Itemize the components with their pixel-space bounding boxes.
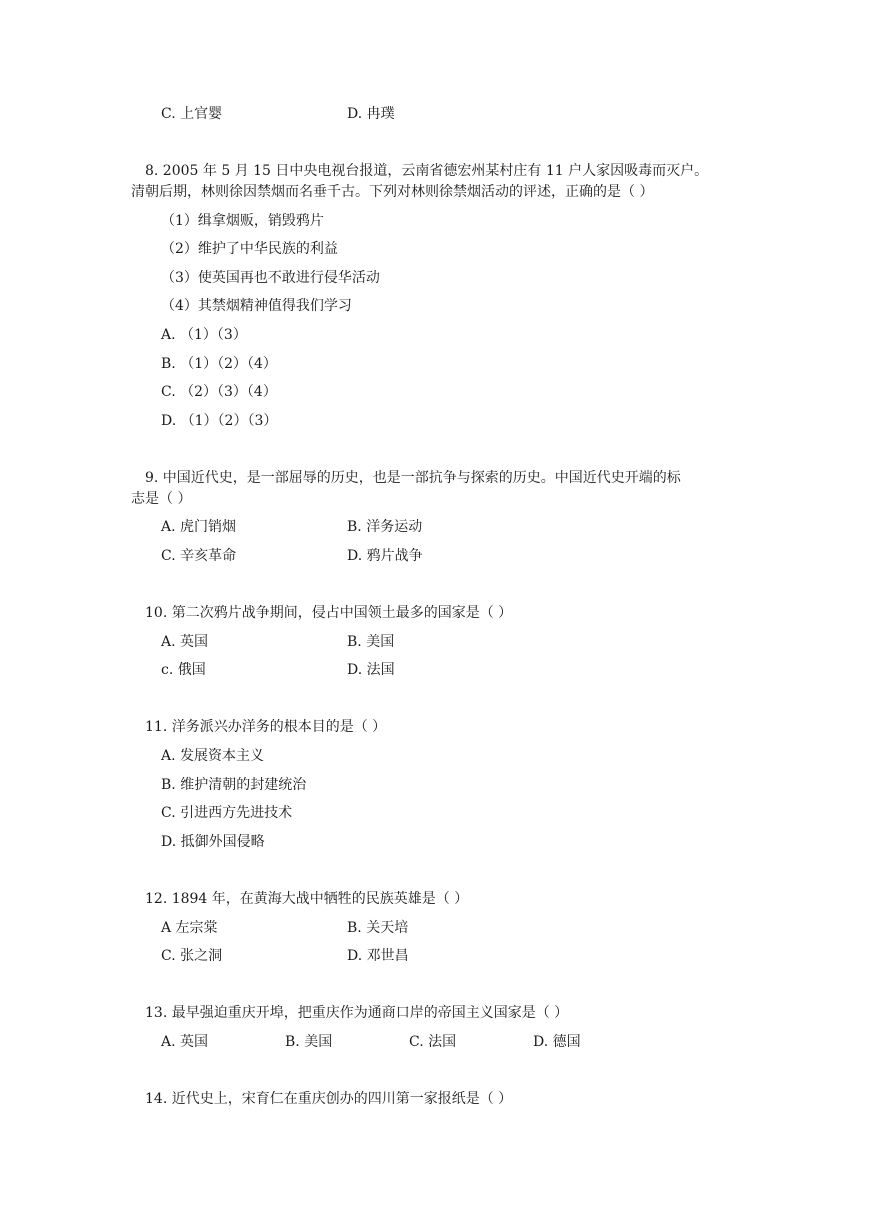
q7-option-c: C. 上官婴	[161, 106, 223, 122]
q10-option-a: A. 英国	[161, 634, 209, 650]
q14-stem: 14. 近代史上，宋育仁在重庆创办的四川第一家报纸是（ ）	[145, 1091, 513, 1107]
q8-option-c: C. （2）（3）（4）	[161, 384, 277, 400]
q8-stem-line1: 8. 2005 年 5 月 15 日中央电视台报道，云南省德宏州某村庄有 11 户人家因吸毒而灭户。	[145, 163, 709, 179]
q9-stem-line2: 志是（ ）	[131, 491, 192, 507]
q10-stem: 10. 第二次鸦片战争期间，侵占中国领土最多的国家是（ ）	[145, 605, 513, 621]
q13-option-b: B. 美国	[285, 1034, 333, 1050]
q10-option-c: c. 俄国	[161, 662, 206, 678]
q13-option-a: A. 英国	[161, 1034, 209, 1050]
q9-option-b: B. 洋务运动	[347, 519, 423, 535]
q9-stem-line1: 9. 中国近代史，是一部屈辱的历史，也是一部抗争与探索的历史。中国近代史开端的标	[145, 470, 681, 486]
q8-stem-line2: 清朝后期，林则徐因禁烟而名垂千古。下列对林则徐禁烟活动的评述，正确的是（ ）	[131, 184, 654, 200]
q8-option-a: A. （1）（3）	[161, 327, 247, 343]
q11-stem: 11. 洋务派兴办洋务的根本目的是（ ）	[145, 719, 387, 735]
q13-option-d: D. 德国	[533, 1034, 581, 1050]
q12-option-a: A 左宗棠	[161, 920, 218, 936]
q13-option-c: C. 法国	[409, 1034, 457, 1050]
q12-option-b: B. 关天培	[347, 920, 409, 936]
q8-statement-2: （2）维护了中华民族的利益	[161, 241, 338, 257]
q9-option-a: A. 虎门销烟	[161, 519, 237, 535]
q13-stem: 13. 最早强迫重庆开埠，把重庆作为通商口岸的帝国主义国家是（ ）	[145, 1005, 569, 1021]
q11-option-b: B. 维护清朝的封建统治	[161, 777, 307, 793]
q7-option-d: D. 冉璞	[347, 106, 395, 122]
q12-option-d: D. 邓世昌	[347, 948, 409, 964]
q10-option-b: B. 美国	[347, 634, 395, 650]
q8-statement-1: （1）缉拿烟贩，销毁鸦片	[161, 213, 324, 229]
q9-option-c: C. 辛亥革命	[161, 548, 237, 564]
q11-option-a: A. 发展资本主义	[161, 748, 265, 764]
q8-option-d: D. （1）（2）（3）	[161, 413, 278, 429]
q11-option-d: D. 抵御外国侵略	[161, 834, 265, 850]
q8-statement-4: （4）其禁烟精神值得我们学习	[161, 298, 352, 314]
q8-statement-3: （3）使英国再也不敢进行侵华活动	[161, 270, 380, 286]
q12-option-c: C. 张之洞	[161, 948, 223, 964]
q11-option-c: C. 引进西方先进技术	[161, 805, 293, 821]
q9-option-d: D. 鸦片战争	[347, 548, 423, 564]
q10-option-d: D. 法国	[347, 662, 395, 678]
q8-option-b: B. （1）（2）（4）	[161, 356, 277, 372]
q12-stem: 12. 1894 年，在黄海大战中牺牲的民族英雄是（ ）	[145, 891, 469, 907]
